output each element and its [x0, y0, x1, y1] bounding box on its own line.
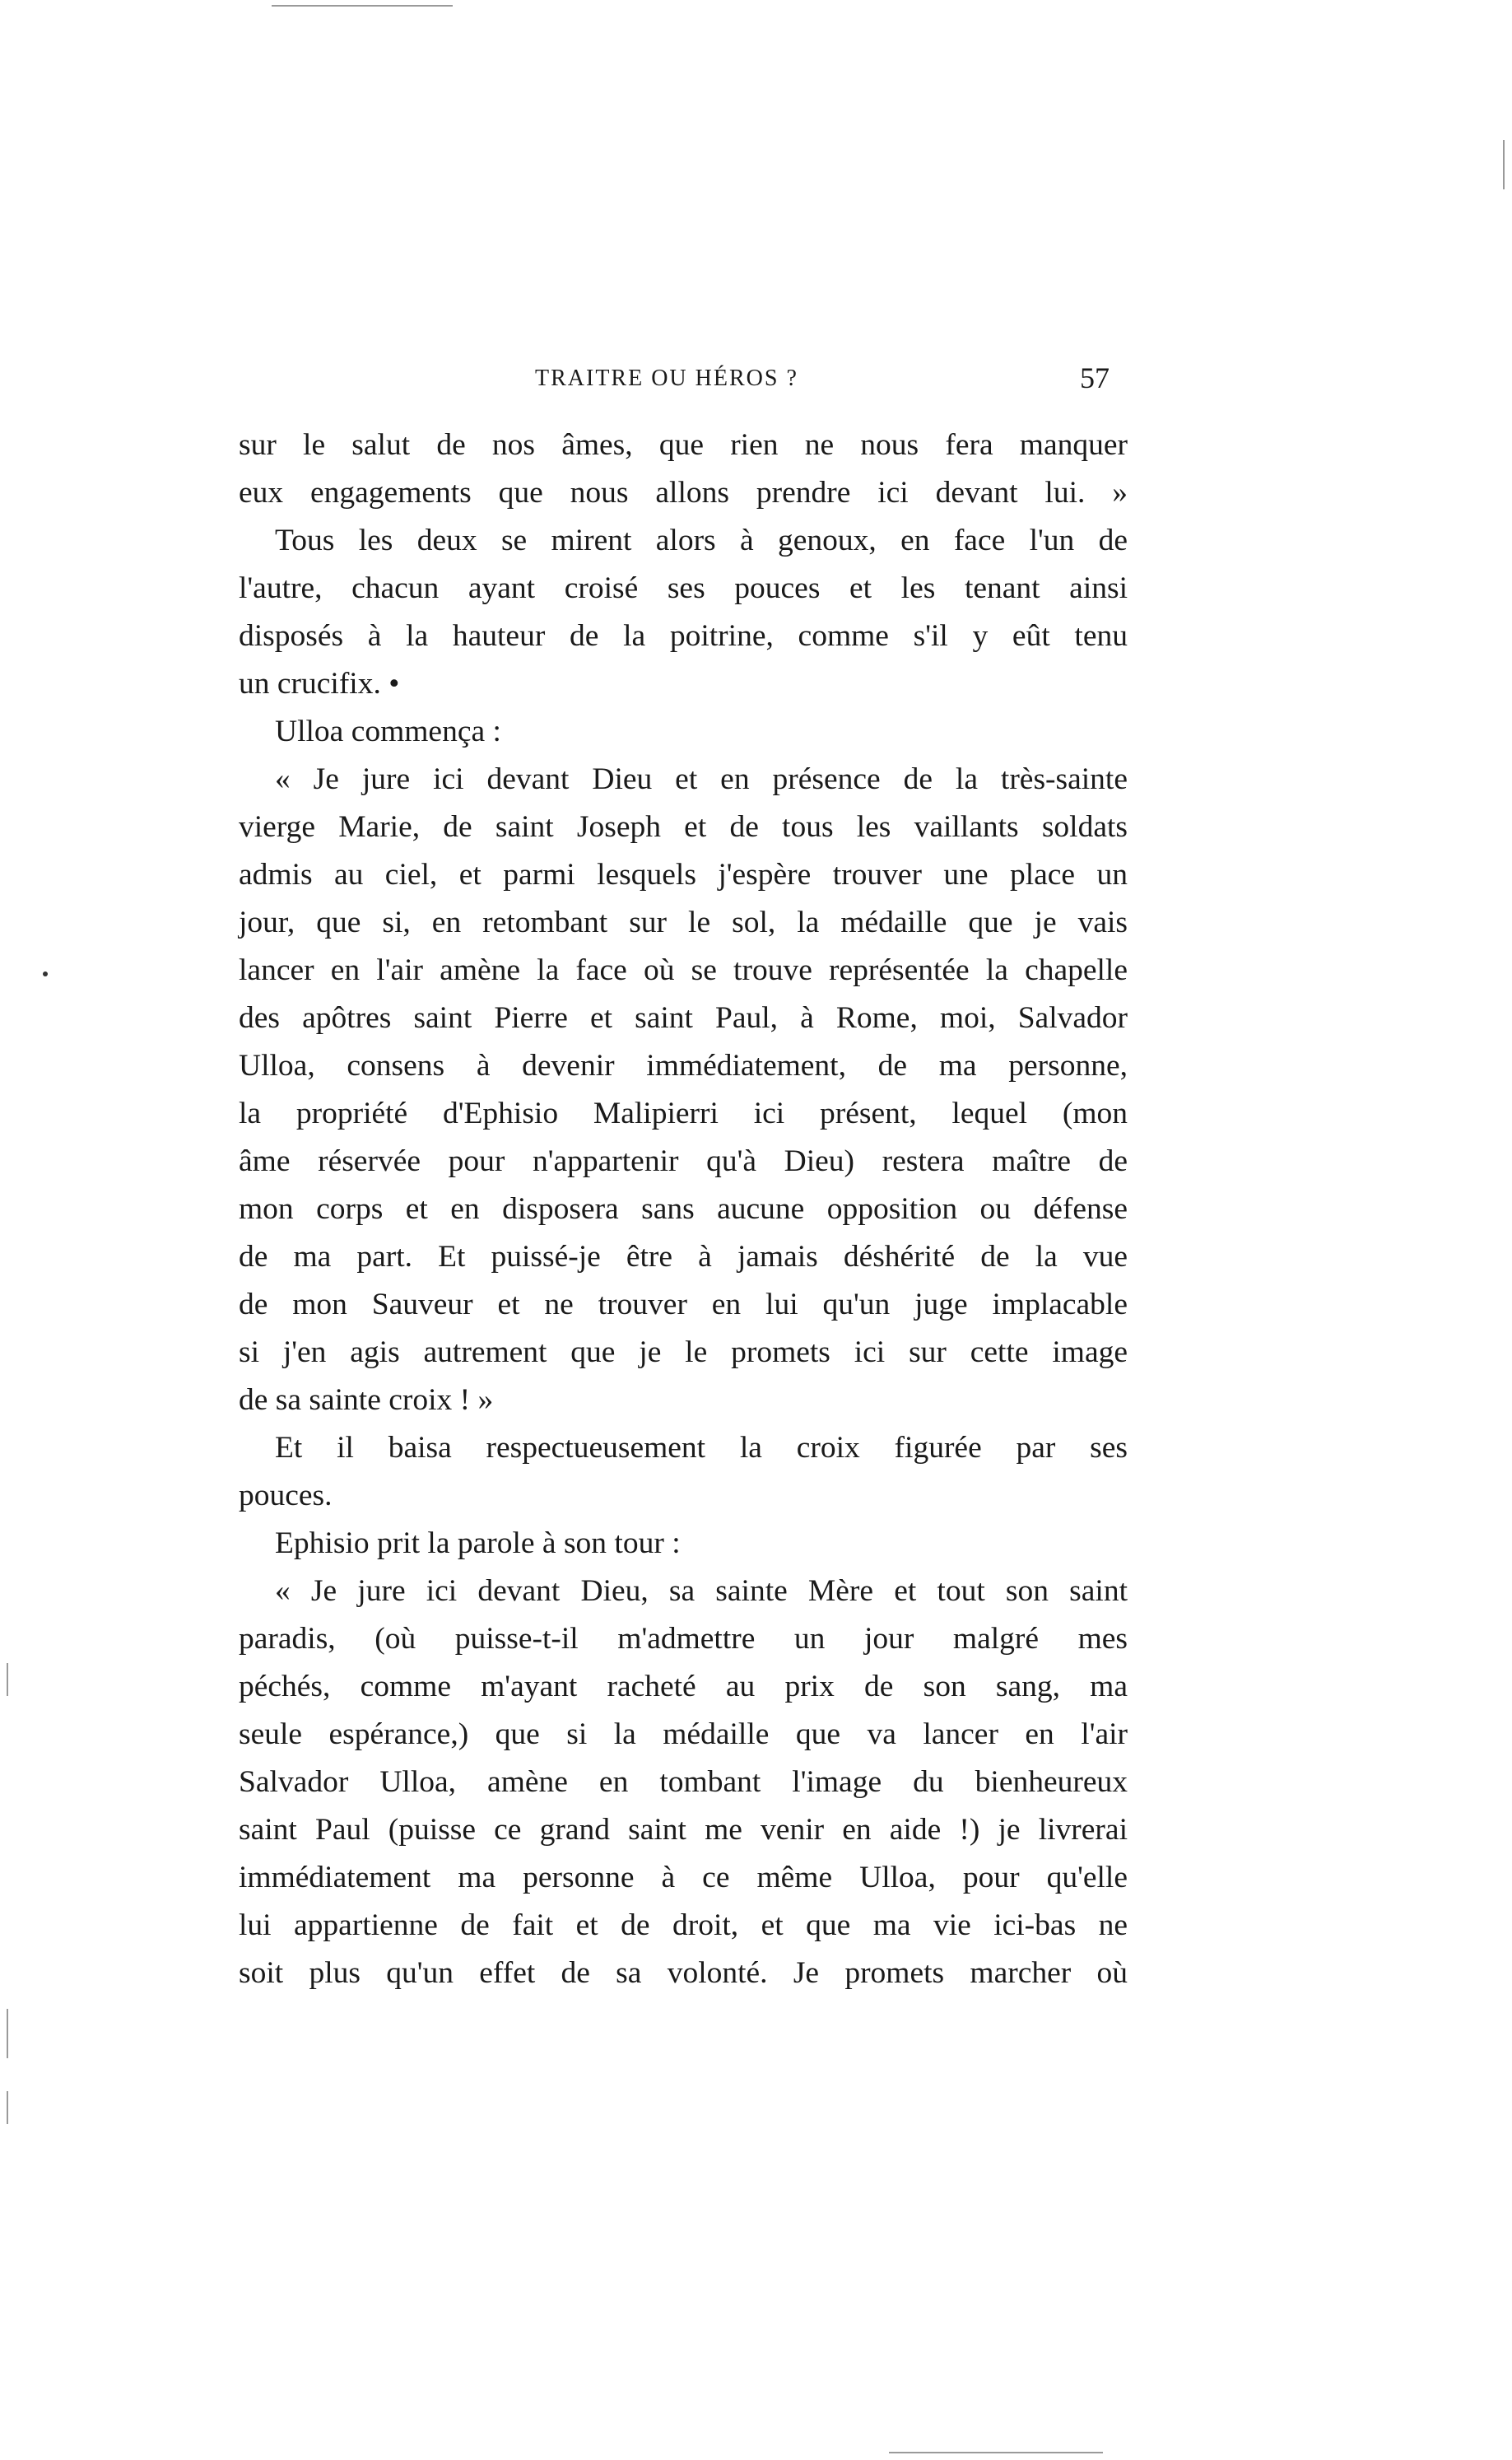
page-number: 57 [1080, 361, 1110, 394]
running-title: TRAITRE OU HÉROS ? [535, 366, 798, 391]
text-line: eux engagements que nous allons prendre ici devant lui. » [239, 476, 1128, 510]
text-line: de ma part. Et puissé-je être à jamais déshérité de la vue [239, 1240, 1128, 1274]
text-line: « Je jure ici devant Dieu et en présence de la très-sainte [275, 762, 1128, 796]
text-line: Tous les deux se mirent alors à genoux, en face l'un de [275, 524, 1128, 557]
text-line: la propriété d'Ephisio Malipierri ici présent, lequel (mon [239, 1097, 1128, 1130]
text-line: « Je jure ici devant Dieu, sa sainte Mère et tout son saint [275, 1574, 1128, 1608]
text-line: un crucifix. • [239, 667, 400, 701]
body-text [239, 422, 1128, 1997]
scan-edge-mark-bottom [889, 2452, 1103, 2453]
text-line: seule espérance,) que si la médaille que va lancer en l'air [239, 1717, 1128, 1751]
text-line: âme réservée pour n'appartenir qu'à Dieu) restera maître de [239, 1144, 1128, 1178]
text-line: si j'en agis autrement que je le promets ici sur cette image [239, 1335, 1128, 1369]
text-line: des apôtres saint Pierre et saint Paul, à Rome, moi, Salvador [239, 1001, 1128, 1035]
scan-edge-mark-left-2 [7, 2009, 8, 2058]
text-line: péchés, comme m'ayant racheté au prix de son sang, ma [239, 1670, 1128, 1703]
text-line: vierge Marie, de saint Joseph et de tous les vaillants soldats [239, 810, 1128, 844]
text-line: Salvador Ulloa, amène en tombant l'image du bienheureux [239, 1765, 1128, 1799]
text-line: sur le salut de nos âmes, que rien ne nous fera manquer [239, 428, 1128, 462]
text-line: de mon Sauveur et ne trouver en lui qu'un juge implacable [239, 1288, 1128, 1321]
scan-speck [43, 971, 48, 976]
text-line: de sa sainte croix ! » [239, 1383, 494, 1417]
text-line: Ulloa commença : [275, 715, 501, 748]
text-line: lancer en l'air amène la face où se trouve représentée la chapelle [239, 953, 1128, 987]
scan-edge-mark-left-1 [7, 1663, 8, 1696]
text-line: disposés à la hauteur de la poitrine, comme s'il y eût tenu [239, 619, 1128, 653]
text-line: Et il baisa respectueusement la croix figurée par ses [275, 1431, 1128, 1465]
text-line: paradis, (où puisse-t-il m'admettre un jour malgré mes [239, 1622, 1128, 1656]
text-line: mon corps et en disposera sans aucune opposition ou défense [239, 1192, 1128, 1226]
text-line: admis au ciel, et parmi lesquels j'espère trouver une place un [239, 858, 1128, 892]
scan-edge-mark-right-1 [1503, 140, 1505, 189]
scan-edge-mark-left-3 [7, 2091, 8, 2124]
text-line: pouces. [239, 1479, 333, 1512]
text-line: immédiatement ma personne à ce même Ulloa, pour qu'elle [239, 1861, 1128, 1894]
running-head [239, 361, 1128, 402]
text-line: jour, que si, en retombant sur le sol, la médaille que je vais [239, 906, 1128, 939]
text-line: saint Paul (puisse ce grand saint me venir en aide !) je livrerai [239, 1813, 1128, 1847]
text-line: l'autre, chacun ayant croisé ses pouces et les tenant ainsi [239, 571, 1128, 605]
text-line: Ephisio prit la parole à son tour : [275, 1526, 681, 1560]
text-line: lui appartienne de fait et de droit, et que ma vie ici-bas ne [239, 1908, 1128, 1942]
scan-edge-mark-top [272, 5, 453, 7]
text-line: soit plus qu'un effet de sa volonté. Je promets marcher où [239, 1956, 1128, 1990]
text-line: Ulloa, consens à devenir immédiatement, de ma personne, [239, 1049, 1128, 1083]
